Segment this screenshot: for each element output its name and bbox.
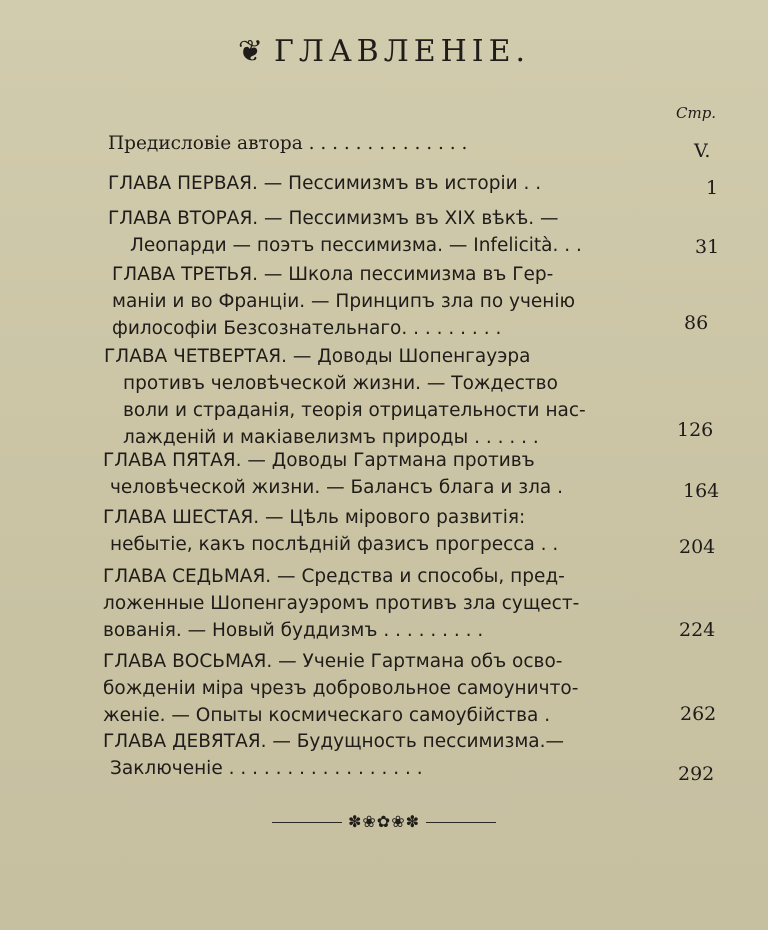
toc-entry-line: ГЛАВА ТРЕТЬЯ. — Школа пессимизма въ Гер- — [112, 264, 554, 285]
toc-page-number: 262 — [680, 703, 717, 725]
toc-entry-line: ГЛАВА ДЕВЯТАЯ. — Будущность пессимизма.— — [103, 731, 565, 752]
toc-entry-line: лажденій и макіавелизмъ природы . . . . . . — [123, 427, 539, 448]
toc-entry-line: Леопарди — поэтъ пессимизма. — Infelicità. . . — [130, 235, 582, 256]
toc-page-number: 31 — [695, 236, 720, 258]
toc-entry-line: Заключеніе . . . . . . . . . . . . . . . . . — [110, 758, 423, 779]
toc-entry-line: ГЛАВА ПЕРВАЯ. — Пессимизмъ въ исторіи . . — [108, 173, 542, 194]
toc-entry-line: ложенные Шопенгауэромъ противъ зла сущест- — [103, 593, 580, 614]
toc-entry-line: ГЛАВА ЧЕТВЕРТАЯ. — Доводы Шопенгауэра — [104, 346, 531, 367]
footer-ornament — [0, 812, 768, 831]
toc-page-number: 224 — [679, 619, 716, 641]
toc-entry-line: ГЛАВА ШЕСТАЯ. — Цѣль мірового развитія: — [103, 507, 526, 528]
toc-entry-line: ГЛАВА ВОСЬМАЯ. — Ученіе Гартмана объ осво- — [103, 651, 563, 672]
ornament-rule-right — [426, 822, 496, 823]
toc-entry-line: ГЛАВА СЕДЬМАЯ. — Средства и способы, пред- — [103, 566, 565, 587]
title-text: ГЛАВЛЕНІЕ. — [274, 34, 531, 69]
toc-entry-line: ГЛАВА ВТОРАЯ. — Пессимизмъ въ XIX вѣкѣ. — — [108, 208, 559, 229]
toc-page-number: 126 — [677, 419, 714, 441]
toc-entry-line: вованія. — Новый буддизмъ . . . . . . . . . — [103, 620, 484, 641]
floral-initial-icon: ❦ — [237, 34, 269, 69]
page-column-label: Стр. — [676, 104, 717, 122]
toc-page-number: V. — [694, 140, 711, 162]
toc-page-number: 204 — [679, 536, 716, 558]
toc-entry-line: божденіи міра чрезъ добровольное самоуничто- — [103, 678, 579, 699]
ornament-flourish-icon: ✽❀✿❀✽ — [347, 812, 421, 831]
toc-entry-line: Предисловіе автора . . . . . . . . . . . . . . — [108, 133, 468, 154]
ornament-rule-left — [272, 822, 342, 823]
toc-entry-line: противъ человѣческой жизни. — Тождество — [123, 373, 558, 394]
toc-entry-line: воли и страданія, теорія отрицательности нас- — [123, 400, 586, 421]
toc-entry-line: женіе. — Опыты космическаго самоубійства . — [103, 705, 551, 726]
toc-entry-line: маніи и во Франціи. — Принципъ зла по ученію — [112, 291, 576, 312]
toc-entry-line: ГЛАВА ПЯТАЯ. — Доводы Гартмана противъ — [103, 450, 535, 471]
toc-page-number: 292 — [678, 763, 715, 785]
page-title — [0, 34, 768, 69]
toc-entry-line: человѣческой жизни. — Балансъ блага и зла . — [110, 477, 564, 498]
toc-entry-line: небытіе, какъ послѣдній фазисъ прогресса . . — [110, 534, 559, 555]
toc-page-number: 1 — [706, 177, 719, 199]
toc-page-number: 86 — [684, 312, 709, 334]
toc-entry-line: философіи Безсознательнаго. . . . . . . . . — [112, 318, 502, 339]
toc-page-number: 164 — [683, 480, 720, 502]
